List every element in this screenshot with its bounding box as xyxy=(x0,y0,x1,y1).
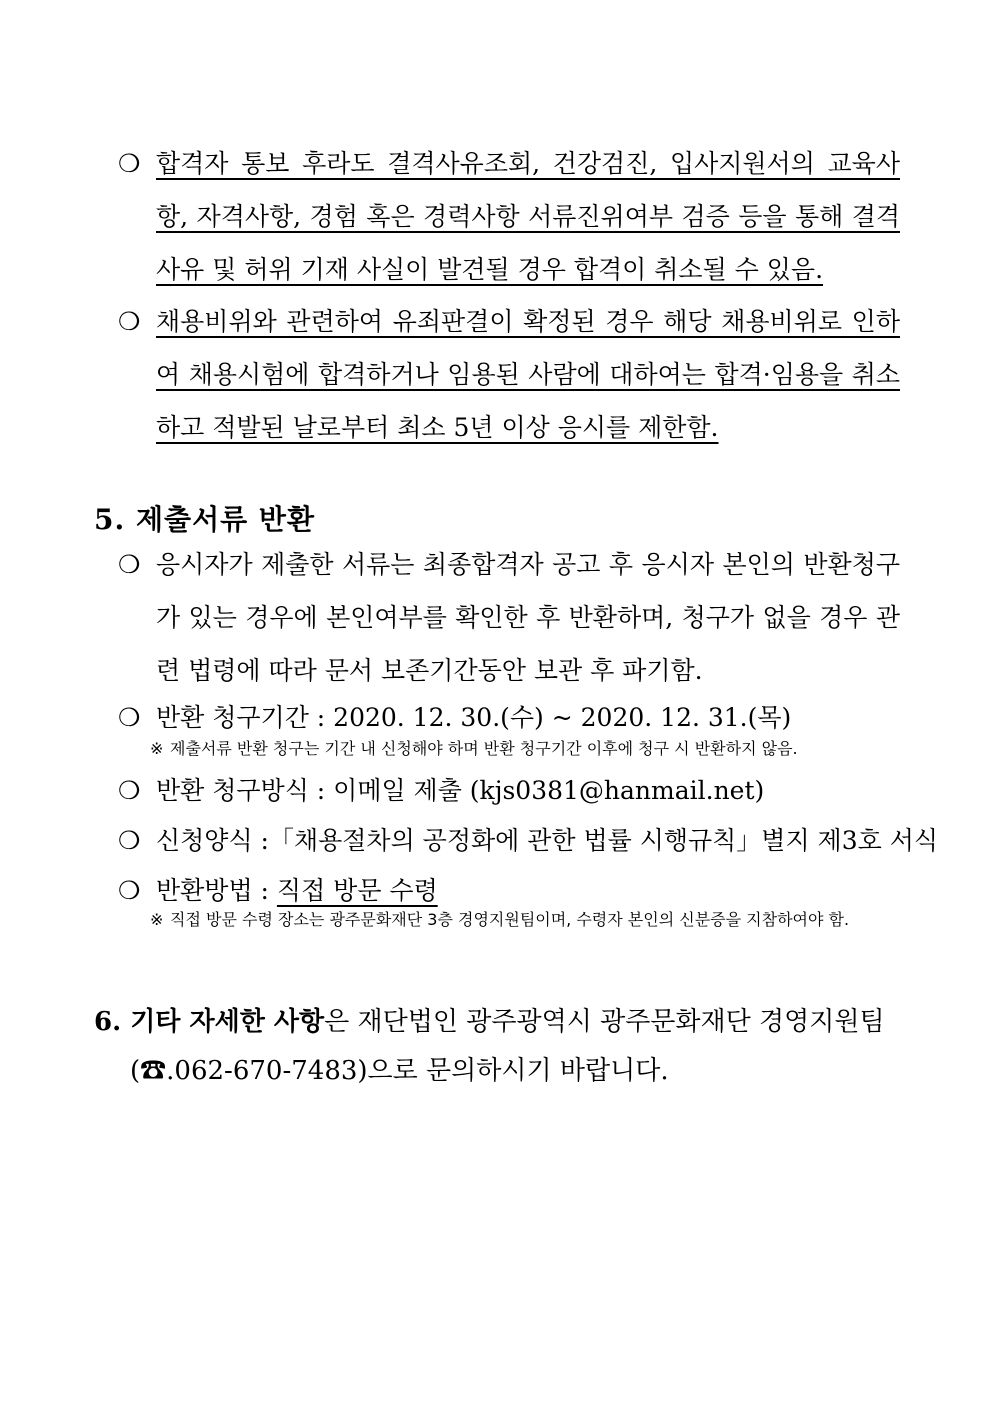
bullet-text: 채용비위와 관련하여 유죄판결이 확정된 경우 해당 채용비위로 인하여 채용시험에 합격하거나 임용된 사람에 대하여는 합격·임용을 취소하고 적발된 날로부터 최소 5년 이상 응시를 제한함. xyxy=(156,307,900,442)
contact-phone-text: (☎.062-670-7483)으로 문의하시기 바랍니다. xyxy=(130,1056,669,1086)
request-period-text: 반환 청구기간 : 2020. 12. 30.(수) ~ 2020. 12. 31.(목) xyxy=(156,703,792,732)
circle-bullet-icon: ❍ xyxy=(118,776,141,805)
note-request-period xyxy=(150,737,898,761)
circle-bullet-icon: ❍ xyxy=(118,307,141,336)
circle-bullet-icon: ❍ xyxy=(118,550,141,579)
note-text: 직접 방문 수령 장소는 광주문화재단 3층 경영지원팀이며, 수령자 본인의 신분증을 지참하여야 함. xyxy=(170,910,850,929)
note-text: 제출서류 반환 청구는 기간 내 신청해야 하며 반환 청구기간 이후에 청구 시 반환하지 않음. xyxy=(170,739,798,758)
circle-bullet-icon: ❍ xyxy=(118,876,141,905)
return-method-label: 반환방법 : xyxy=(156,876,277,905)
section-6-line-1 xyxy=(94,1001,885,1038)
section-5-heading: 5. 제출서류 반환 xyxy=(94,503,316,536)
bullet-text: 응시자가 제출한 서류는 최종합격자 공고 후 응시자 본인의 반환청구가 있는 경우에 본인여부를 확인한 후 반환하며, 청구가 없을 경우 관련 법령에 따라 문서 보존기간동안 보관 후 파기함. xyxy=(156,550,900,685)
bullet-return-method xyxy=(118,871,900,907)
return-method-value: 직접 방문 수령 xyxy=(276,876,438,905)
circle-bullet-icon: ❍ xyxy=(118,826,141,855)
bullet-document-return xyxy=(118,538,900,697)
bullet-disqualification xyxy=(118,137,900,296)
bullet-request-method xyxy=(118,771,900,807)
application-form-text: 신청양식 :「채용절차의 공정화에 관한 법률 시행규칙」별지 제3호 서식 xyxy=(156,826,939,855)
reference-mark-icon: ※ xyxy=(150,739,164,758)
section-6-line-2 xyxy=(130,1050,669,1087)
circle-bullet-icon: ❍ xyxy=(118,703,141,732)
section-6-heading: 6. 기타 자세한 사항 xyxy=(94,1007,325,1037)
bullet-hiring-misconduct xyxy=(118,295,900,454)
note-return-method xyxy=(150,908,898,932)
bullet-request-period xyxy=(118,698,900,734)
section-6-text: 은 재단법인 광주광역시 광주문화재단 경영지원팀 xyxy=(324,1007,885,1037)
circle-bullet-icon: ❍ xyxy=(118,149,141,178)
request-method-text: 반환 청구방식 : 이메일 제출 (kjs0381@hanmail.net) xyxy=(156,776,765,805)
bullet-application-form xyxy=(118,821,939,857)
reference-mark-icon: ※ xyxy=(150,910,164,929)
bullet-text: 합격자 통보 후라도 결격사유조회, 건강검진, 입사지원서의 교육사항, 자격사항, 경험 혹은 경력사항 서류진위여부 검증 등을 통해 결격 사유 및 허위 기재 사실이 발견될 경우 합격이 취소될 수 있음. xyxy=(156,149,900,284)
